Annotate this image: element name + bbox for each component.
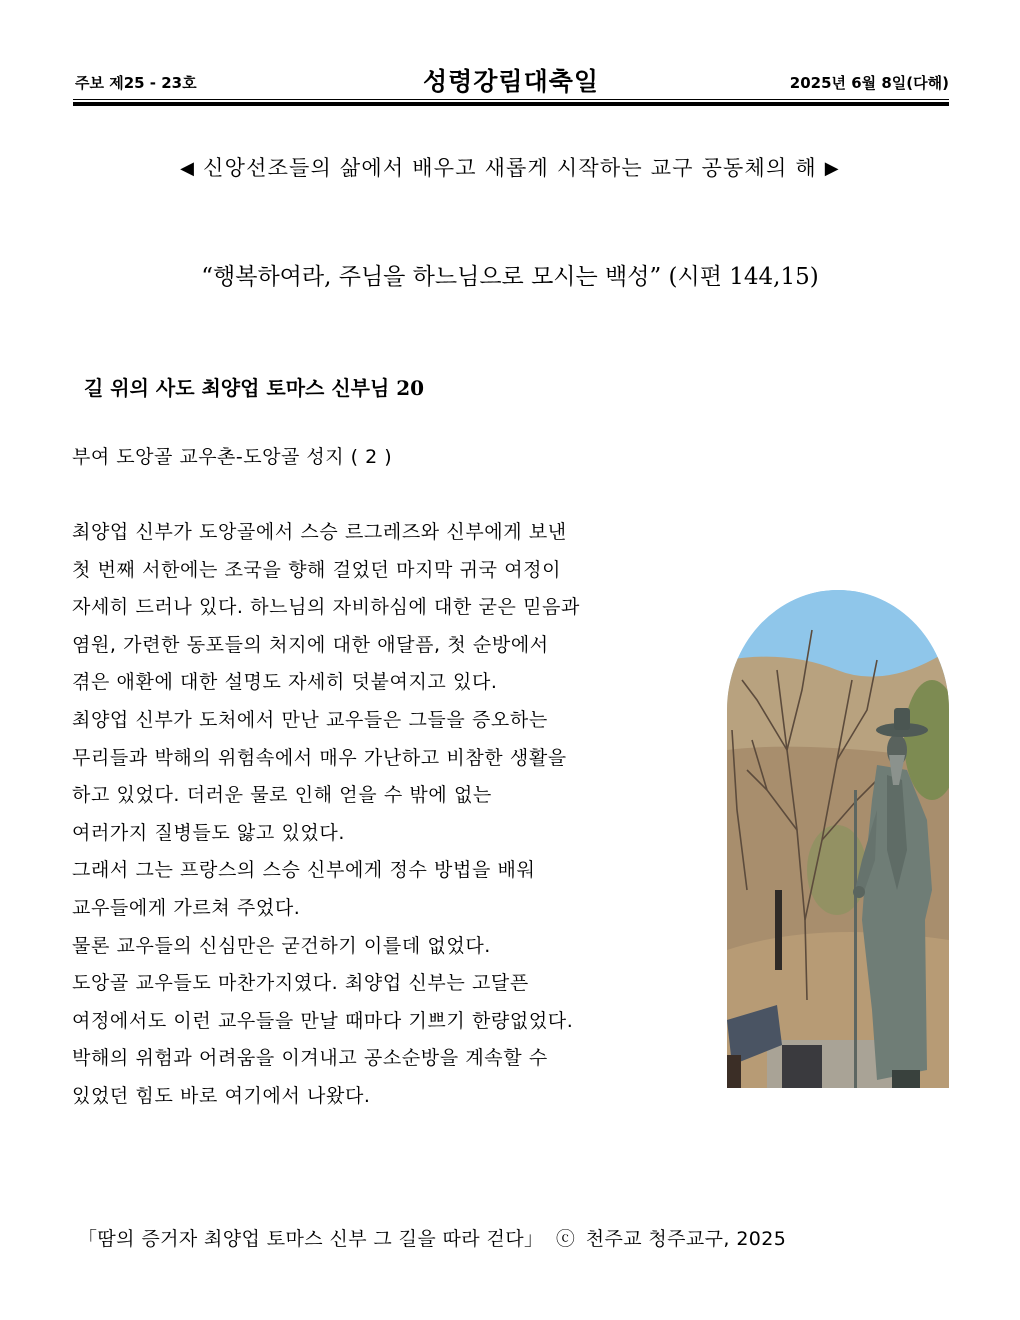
article-title: 길 위의 사도 최양업 토마스 신부님 20 xyxy=(84,376,425,400)
body-line: 그래서 그는 프랑스의 스승 신부에게 정수 방법을 배워 xyxy=(72,859,536,882)
year-motto-text: 신앙선조들의 삶에서 배우고 새롭게 시작하는 교구 공동체의 해 xyxy=(203,156,817,180)
copyright-icon: ⓒ xyxy=(555,1228,576,1250)
body-line: 여정에서도 이런 교우들을 만날 때마다 기쁘기 한량없었다. xyxy=(72,1009,574,1032)
article-body xyxy=(72,514,722,1116)
issue-number: 주보 제25 - 23호 xyxy=(75,74,197,92)
body-line: 첫 번째 서한에는 조국을 향해 걸었던 마지막 귀국 여정이 xyxy=(72,558,562,581)
source-credit xyxy=(78,1224,938,1251)
article-subtitle: 부여 도앙골 교우촌-도앙골 성지 ( 2 ) xyxy=(72,446,393,468)
body-line: 있었던 힘도 바로 여기에서 나왔다. xyxy=(72,1084,371,1107)
psalm-verse: “행복하여라, 주님을 하느님으로 모시는 백성” (시편 144,15) xyxy=(201,264,819,290)
statue-photo xyxy=(727,590,949,1088)
feast-title: 성령강림대축일 xyxy=(422,67,600,96)
body-line: 물론 교우들의 신심만은 굳건하기 이를데 없었다. xyxy=(72,934,491,957)
statue-illustration xyxy=(727,590,949,1088)
book-title: 「땀의 증거자 최양업 토마스 신부 그 길을 따라 걷다」 xyxy=(78,1228,544,1250)
body-line: 겪은 애환에 대한 설명도 자세히 덧붙여지고 있다. xyxy=(72,671,498,694)
body-line: 교우들에게 가르쳐 주었다. xyxy=(72,896,301,919)
header-rule-thick xyxy=(73,102,949,106)
body-line: 무리들과 박해의 위험속에서 매우 가난하고 비참한 생활을 xyxy=(72,746,567,769)
right-triangle-icon: ▶ xyxy=(824,158,840,179)
left-triangle-icon: ◀ xyxy=(180,158,196,179)
body-line: 최양업 신부가 도앙골에서 스승 르그레즈와 신부에게 보낸 xyxy=(72,521,567,543)
year-motto-banner xyxy=(100,152,920,182)
bulletin-header xyxy=(73,62,949,96)
body-line: 최양업 신부가 도처에서 만난 교우들은 그들을 증오하는 xyxy=(72,708,548,731)
body-line: 자세히 드러나 있다. 하느님의 자비하심에 대한 굳은 믿음과 xyxy=(72,596,581,619)
header-rule-thin xyxy=(73,99,949,100)
issue-date: 2025년 6월 8일(다해) xyxy=(789,74,949,92)
publisher: 천주교 청주교구, 2025 xyxy=(585,1228,787,1250)
body-line: 도앙골 교우들도 마찬가지였다. 최양업 신부는 고달픈 xyxy=(72,972,529,995)
body-line: 박해의 위험과 어려움을 이겨내고 공소순방을 계속할 수 xyxy=(72,1047,548,1070)
body-line: 염원, 가련한 동포들의 처지에 대한 애달픔, 첫 순방에서 xyxy=(72,633,549,656)
body-line: 하고 있었다. 더러운 물로 인해 얻을 수 밖에 없는 xyxy=(72,784,492,807)
body-line: 여러가지 질병들도 앓고 있었다. xyxy=(72,821,345,844)
